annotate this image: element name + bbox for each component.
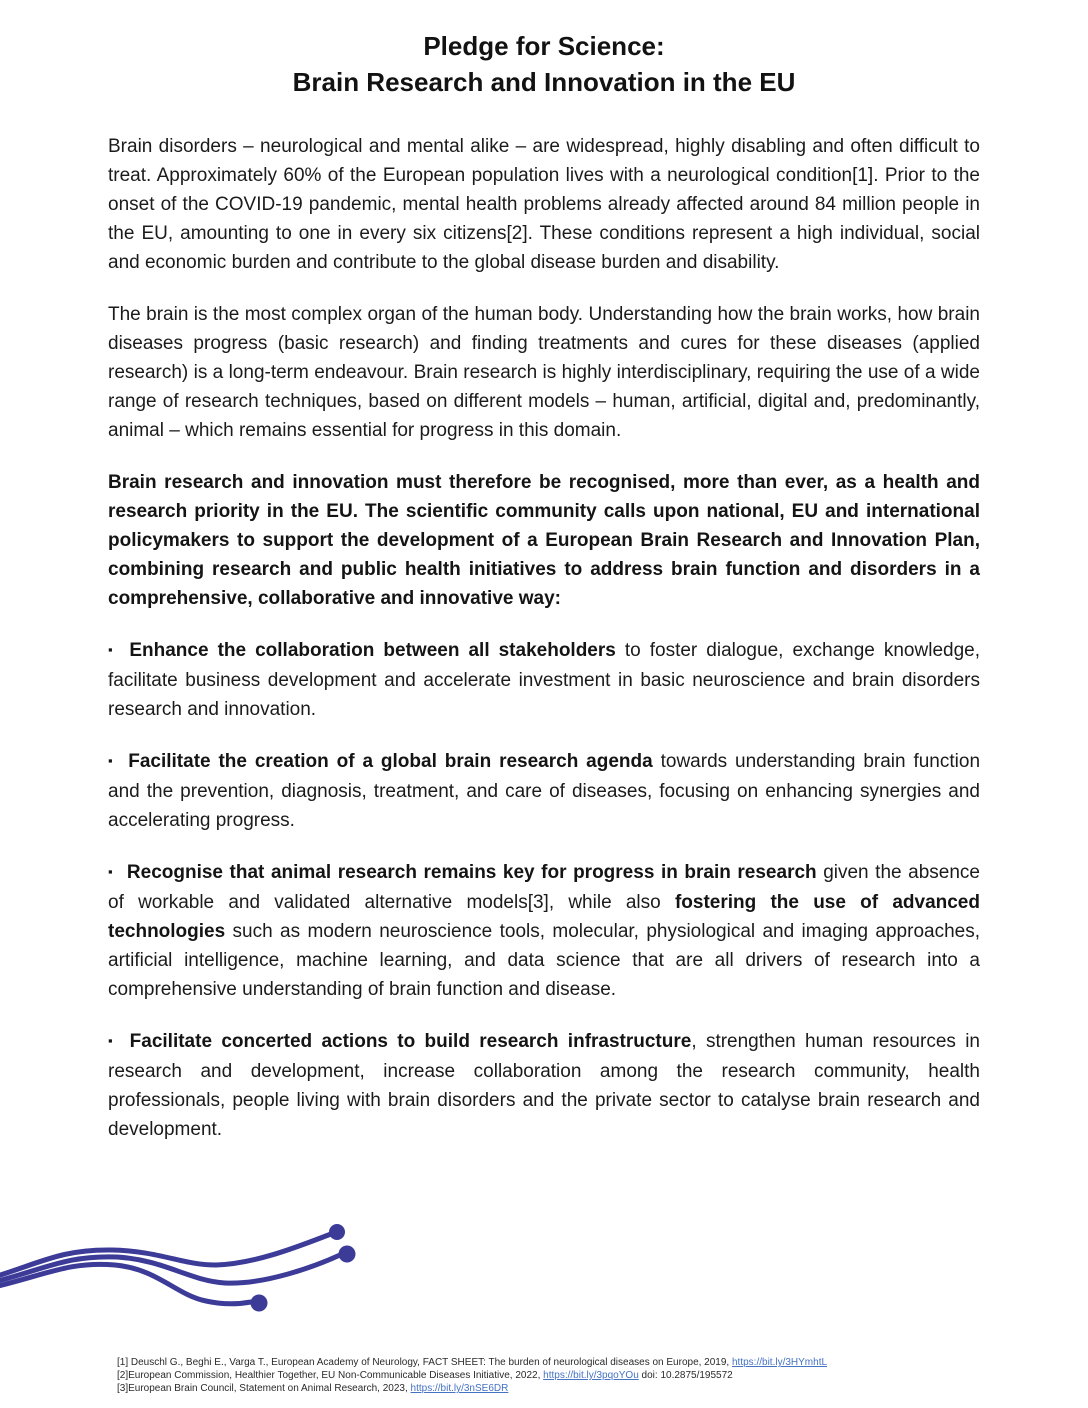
text-run: [1] Deuschl G., Beghi E., Varga T., European Academy of Neurology, FACT SHEET: The burden of neurological diseases on Europe, 2019, [117,1357,732,1368]
text-run: , strengthen human resources in research and development, increase collaboration among the research community, health professionals, people living with brain disorders and the private sector to catalyse brain research and development. [108,1031,980,1140]
text-run: Brain disorders – neurological and mental alike – are widespread, highly disabling and often difficult to treat. Approximately 60% of the European population lives with a neurological condition[1]. Prior to the onset of the COVID-19 pandemic, mental health problems already affected around 84 million people in the EU, amounting to one in every six citizens[2]. These conditions represent a high individual, social and economic burden and contribute to the global disease burden and disability. [108,136,980,273]
page-title-line1: Pledge for Science: [423,31,665,61]
text-run: doi: 10.2875/195572 [638,1370,733,1381]
text-run: The brain is the most complex organ of the human body. Understanding how the brain works, how brain diseases progress (basic research) and finding treatments and cures for these diseases (applied research) is a long-term endeavour. Brain research is highly interdisciplinary, requiring the use of a wide range of research techniques, based on different models – human, artificial, digital and, predominantly, animal – which remains essential for progress in this domain. [108,304,980,441]
footnote-1 [117,1356,917,1369]
text-run: [3]European Brain Council, Statement on Animal Research, 2023, [117,1383,411,1394]
neuron-squiggle-graphic [0,1203,360,1343]
squiggle-dot-middle [339,1246,356,1263]
document-content [108,28,980,1167]
bullet-item-global-agenda [108,747,980,835]
square-bullet-icon: ▪ [108,642,117,657]
bullet-item-enhance-collaboration [108,636,980,724]
bullet-item-research-infrastructure [108,1027,980,1144]
text-run: [2]European Commission, Healthier Together, EU Non-Communicable Diseases Initiative, 2022, [117,1370,544,1381]
footnote-2 [117,1369,917,1382]
text-run: to foster dialogue, exchange knowledge, facilitate business development and accelerate investment in basic neuroscience and brain disorders research and innovation. [108,640,980,720]
footnote-link[interactable]: https://bit.ly/3pqoYOu [543,1370,639,1381]
squiggle-dot-top [329,1224,345,1240]
square-bullet-icon: ▪ [108,1033,117,1048]
text-run: towards understanding brain function and the prevention, diagnosis, treatment, and care of diseases, focusing on enhancing synergies and accelerating progress. [108,751,981,831]
square-bullet-icon: ▪ [108,864,114,879]
text-run: given the absence of workable and validated alternative models[3], while also [108,862,980,913]
footnote-link[interactable]: https://bit.ly/3HYmhtL [732,1357,828,1368]
bullet-item-animal-research [108,858,980,1004]
bold-text-run: fostering the use of advanced technologies [108,892,980,942]
square-bullet-icon: ▪ [108,753,116,768]
squiggle-dot-bottom [251,1295,268,1312]
paragraph-brain-disorders [108,132,980,277]
bold-text-run: Recognise that animal research remains key for progress in brain research [126,862,817,883]
bold-text-run: Enhance the collaboration between all stakeholders [129,640,616,661]
text-run: such as modern neuroscience tools, molecular, physiological and imaging approaches, artificial intelligence, machine learning, and data science that are all drivers of research into a comprehensive understanding of brain function and disease. [108,921,980,1000]
bold-text-run: Brain research and innovation must therefore be recognised, more than ever, as a health and research priority in the EU. The scientific community calls upon national, EU and international policymakers to support the development of a European Brain Research and Innovation Plan, combining research and public health initiatives to address brain function and disorders in a comprehensive, collaborative and innovative way: [108,472,980,609]
paragraph-call-to-action [108,468,980,613]
footnote-link[interactable]: https://bit.ly/3nSE6DR [410,1383,509,1394]
footnote-3 [117,1382,917,1395]
bold-text-run: Facilitate the creation of a global brain research agenda [128,751,653,772]
bold-text-run: Facilitate concerted actions to build research infrastructure [129,1031,692,1052]
footnotes [117,1356,917,1395]
page-title [108,28,980,100]
page-title-line2: Brain Research and Innovation in the EU [292,67,796,97]
paragraph-brain-complexity [108,300,980,445]
